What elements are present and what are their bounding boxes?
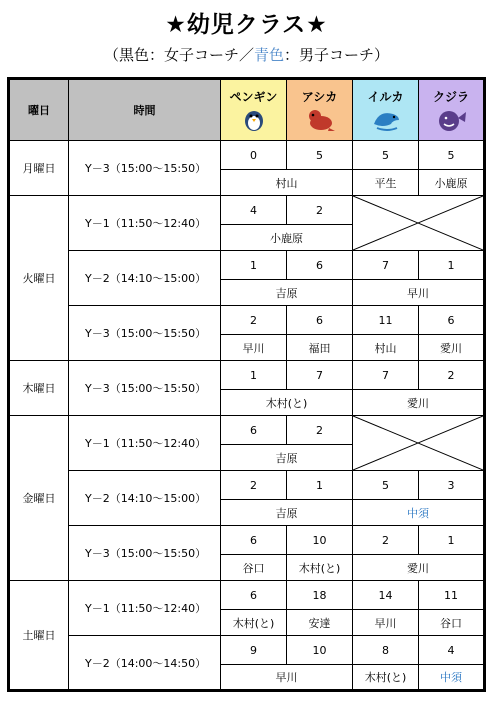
student-count-cell: 2: [419, 361, 485, 390]
student-count-cell: 2: [287, 196, 353, 225]
student-count-cell: 1: [287, 471, 353, 500]
day-cell: 火曜日: [9, 196, 69, 361]
page-title: ★幼児クラス★: [165, 12, 328, 38]
time-slot-cell: Y－3（15:00～15:50）: [69, 361, 221, 416]
slot-number-row: [9, 306, 485, 335]
slot-number-row: [9, 141, 485, 170]
coach-name-cell: 早川: [353, 610, 419, 636]
coach-name-cell: 村山: [221, 170, 353, 196]
time-slot-cell: Y－2（14:00～14:50）: [69, 636, 221, 691]
class-header-dolphin: [353, 79, 419, 141]
coach-name-cell: 愛川: [419, 335, 485, 361]
schedule-table: [7, 77, 486, 692]
class-label-dolphin: イルカ: [367, 90, 404, 104]
coach-name-cell: 吉原: [221, 500, 353, 526]
student-count-cell: 6: [221, 526, 287, 555]
penguin-icon: [237, 106, 271, 132]
time-slot-cell: Y－2（14:10～15:00）: [69, 471, 221, 526]
student-count-cell: 6: [287, 306, 353, 335]
coach-name-cell: 平生: [353, 170, 419, 196]
day-cell: 木曜日: [9, 361, 69, 416]
student-count-cell: 11: [419, 581, 485, 610]
time-slot-cell: Y－2（14:10～15:00）: [69, 251, 221, 306]
coach-name-cell: 木村(と): [353, 665, 419, 691]
legend-female: （黒色：女子コーチ／: [103, 46, 254, 64]
legend-blue-word: 青色: [253, 46, 284, 64]
legend-male: ：男子コーチ）: [284, 46, 390, 64]
coach-name-cell: 愛川: [353, 390, 485, 416]
time-slot-cell: Y－1（11:50～12:40）: [69, 196, 221, 251]
class-label-penguin: ペンギン: [229, 90, 278, 104]
student-count-cell: 2: [287, 416, 353, 445]
slot-number-row: [9, 196, 485, 225]
student-count-cell: 2: [221, 471, 287, 500]
coach-name-cell: 小鹿原: [419, 170, 485, 196]
student-count-cell: 3: [419, 471, 485, 500]
student-count-cell: 6: [221, 581, 287, 610]
coach-name-cell: 木村(と): [221, 610, 287, 636]
coach-name-cell: 早川: [353, 280, 485, 306]
student-count-cell: 7: [353, 361, 419, 390]
time-slot-cell: Y－3（15:00～15:50）: [69, 526, 221, 581]
student-count-cell: 4: [419, 636, 485, 665]
time-slot-cell: Y－1（11:50～12:40）: [69, 581, 221, 636]
whale-icon: [434, 106, 468, 132]
no-class-cross-cell: [353, 196, 485, 251]
student-count-cell: 6: [221, 416, 287, 445]
student-count-cell: 0: [221, 141, 287, 170]
student-count-cell: 5: [287, 141, 353, 170]
student-count-cell: 2: [353, 526, 419, 555]
coach-name-cell: 安達: [287, 610, 353, 636]
student-count-cell: 11: [353, 306, 419, 335]
student-count-cell: 10: [287, 636, 353, 665]
coach-name-cell: 小鹿原: [221, 225, 353, 251]
student-count-cell: 2: [221, 306, 287, 335]
sea-lion-icon: [303, 106, 337, 132]
coach-name-cell: 中須: [353, 500, 485, 526]
time-slot-cell: Y－3（15:00～15:50）: [69, 306, 221, 361]
slot-number-row: [9, 251, 485, 280]
class-header-sea-lion: [287, 79, 353, 141]
student-count-cell: 18: [287, 581, 353, 610]
slot-number-row: [9, 581, 485, 610]
student-count-cell: 6: [419, 306, 485, 335]
coach-name-cell: 吉原: [221, 280, 353, 306]
slot-number-row: [9, 471, 485, 500]
student-count-cell: 6: [287, 251, 353, 280]
class-header-whale: [419, 79, 485, 141]
coach-name-cell: 早川: [221, 665, 353, 691]
day-cell: 月曜日: [9, 141, 69, 196]
coach-name-cell: 木村(と): [287, 555, 353, 581]
coach-name-cell: 村山: [353, 335, 419, 361]
student-count-cell: 14: [353, 581, 419, 610]
class-header-penguin: [221, 79, 287, 141]
coach-name-cell: 中須: [419, 665, 485, 691]
class-label-sea-lion: アシカ: [301, 90, 338, 104]
slot-number-row: [9, 361, 485, 390]
slot-number-row: [9, 416, 485, 445]
coach-name-cell: 谷口: [221, 555, 287, 581]
student-count-cell: 5: [353, 471, 419, 500]
dolphin-icon: [369, 106, 403, 132]
coach-name-cell: 早川: [221, 335, 287, 361]
student-count-cell: 8: [353, 636, 419, 665]
day-cell: 金曜日: [9, 416, 69, 581]
time-slot-cell: Y－3（15:00～15:50）: [69, 141, 221, 196]
student-count-cell: 7: [287, 361, 353, 390]
coach-name-cell: 愛川: [353, 555, 485, 581]
student-count-cell: 5: [419, 141, 485, 170]
time-slot-cell: Y－1（11:50～12:40）: [69, 416, 221, 471]
coach-name-cell: 木村(と): [221, 390, 353, 416]
header-row: [9, 79, 485, 141]
no-class-cross-cell: [353, 416, 485, 471]
slot-number-row: [9, 526, 485, 555]
class-label-whale: クジラ: [432, 90, 469, 104]
student-count-cell: 10: [287, 526, 353, 555]
student-count-cell: 1: [221, 361, 287, 390]
student-count-cell: 1: [419, 526, 485, 555]
coach-name-cell: 吉原: [221, 445, 353, 471]
student-count-cell: 1: [221, 251, 287, 280]
cross-mark-icon: [353, 416, 483, 470]
student-count-cell: 1: [419, 251, 485, 280]
header-day: 曜日: [9, 79, 69, 141]
student-count-cell: 4: [221, 196, 287, 225]
student-count-cell: 9: [221, 636, 287, 665]
coach-name-cell: 福田: [287, 335, 353, 361]
coach-name-cell: 谷口: [419, 610, 485, 636]
student-count-cell: 7: [353, 251, 419, 280]
header-time: 時間: [69, 79, 221, 141]
cross-mark-icon: [353, 196, 483, 250]
legend-subtitle: [0, 44, 493, 65]
slot-number-row: [9, 636, 485, 665]
day-cell: 土曜日: [9, 581, 69, 691]
student-count-cell: 5: [353, 141, 419, 170]
